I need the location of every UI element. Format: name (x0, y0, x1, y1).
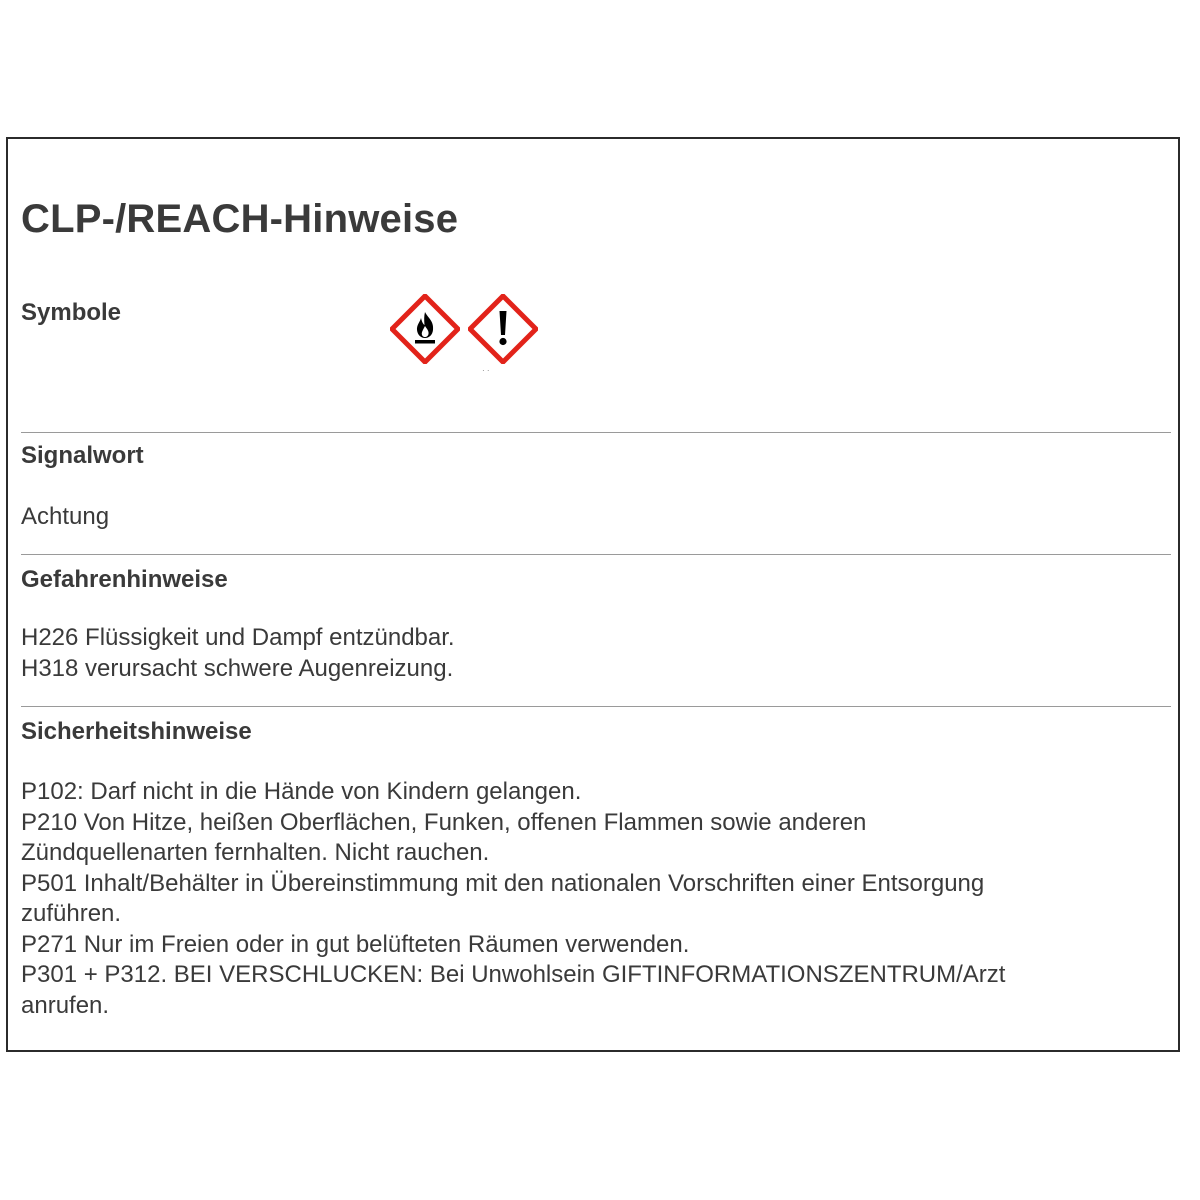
precautionary-statement-line: Zündquellenarten fernhalten. Nicht rauchen. (21, 839, 490, 866)
signal-word-text: Achtung (21, 503, 110, 530)
page-title: CLP-/REACH-Hinweise (21, 197, 459, 241)
flame-icon (390, 294, 460, 364)
exclamation-mark-icon (468, 294, 538, 364)
precautionary-statement-line: anrufen. (21, 991, 110, 1019)
precautionary-statement-line: zuführen. (21, 900, 122, 927)
section-divider (21, 706, 1171, 707)
hazard-statement-line: H318 verursacht schwere Augenreizung. (21, 654, 454, 682)
precautionary-statement-line: P271 Nur im Freien oder in gut belüfteten Räumen verwenden. (21, 930, 690, 958)
signal-word-value (21, 502, 109, 533)
hazard-statements-list (21, 623, 455, 684)
precautionary-statements-label: Sicherheitshinweise (21, 718, 252, 745)
precautionary-statement-line: P301 + P312. BEI VERSCHLUCKEN: Bei Unwohlsein GIFTINFORMATIONSZENTRUM/Arzt (21, 961, 1006, 988)
symbols-label: Symbole (21, 299, 122, 326)
hazard-statement-line: H226 Flüssigkeit und Dampf entzündbar. (21, 624, 455, 651)
section-divider (21, 554, 1171, 555)
precautionary-statements-list (21, 777, 1005, 1021)
ghs-pictograms (390, 294, 540, 375)
clp-reach-panel (6, 137, 1180, 1052)
precautionary-statement-line: P210 Von Hitze, heißen Oberflächen, Funken, offenen Flammen sowie anderen (21, 808, 867, 836)
signal-word-label: Signalwort (21, 442, 144, 469)
precautionary-statement-line: P501 Inhalt/Behälter in Übereinstimmung mit den nationalen Vorschriften einer Entsorgung (21, 869, 985, 897)
pictogram-marks: · · (482, 366, 490, 375)
hazard-statements-label: Gefahrenhinweise (21, 566, 228, 593)
precautionary-statement-line: P102: Darf nicht in die Hände von Kindern gelangen. (21, 778, 582, 805)
section-divider (21, 432, 1171, 433)
